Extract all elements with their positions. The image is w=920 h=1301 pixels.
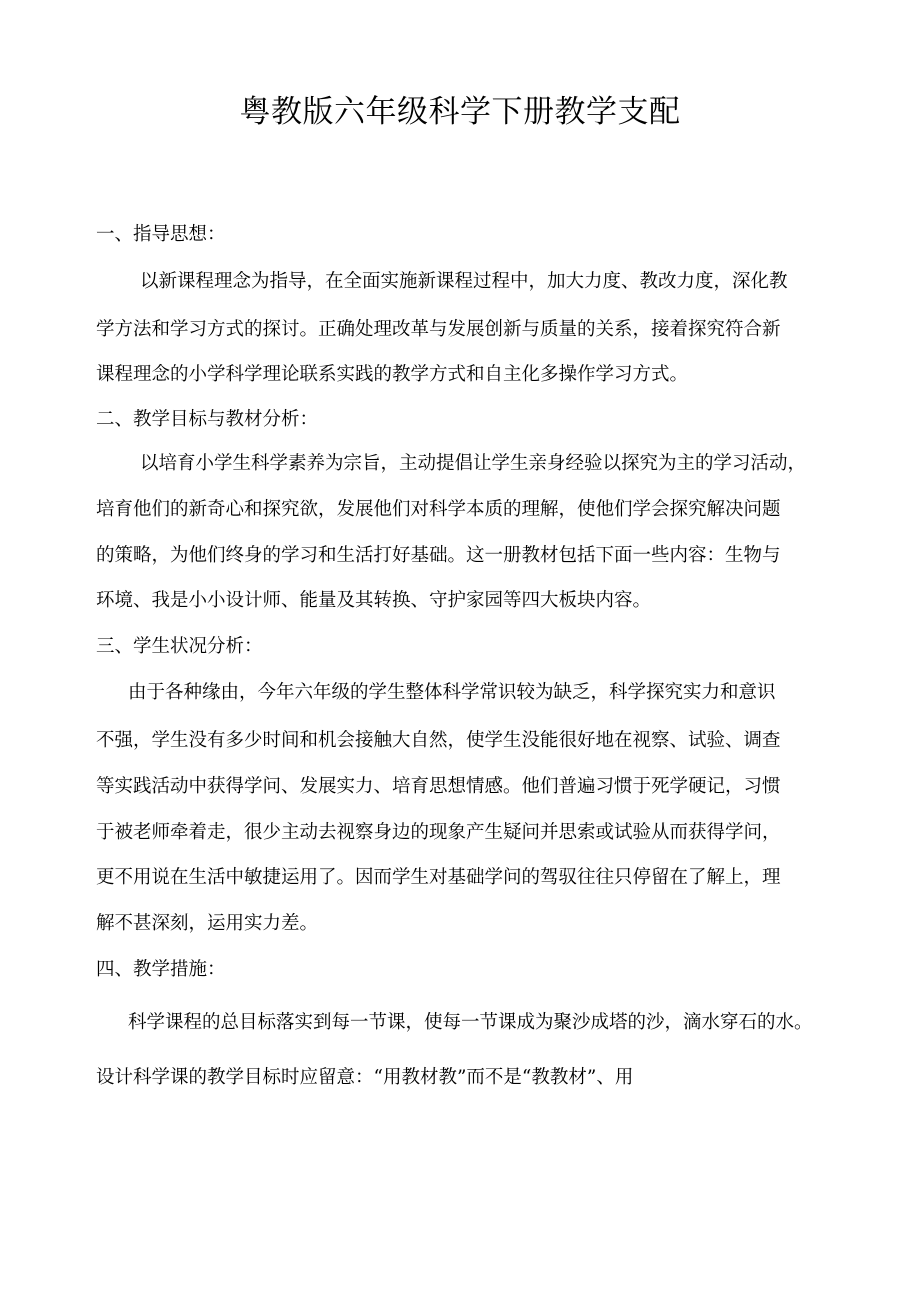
- paragraph-line: 设计科学课的教学目标时应留意：“用教材教”而不是“教教材”、用: [96, 1067, 634, 1088]
- paragraph-line: 由于各种缘由，今年六年级的学生整体科学常识较为缺乏，科学探究实力和意识: [128, 682, 776, 703]
- paragraph-line: 更不用说在生活中敏捷运用了。因而学生对基础学问的驾驭往往只停留在了解上，理: [96, 867, 781, 888]
- paragraph-line: 培育他们的新奇心和探究欲，发展他们对科学本质的理解，使他们学会探究解决问题: [96, 499, 781, 520]
- paragraph-line: 学方法和学习方式的探讨。正确处理改革与发展创新与质量的关系，接着探究符合新: [96, 319, 781, 340]
- section-heading-teaching-measures: 四、教学措施：: [96, 959, 226, 980]
- paragraph-line: 解不甚深刻，运用实力差。: [96, 913, 319, 934]
- paragraph-line: 科学课程的总目标落实到每一节课，使每一节课成为聚沙成塔的沙，滴水穿石的水。: [128, 1012, 813, 1033]
- section-heading-teaching-goals: 二、教学目标与教材分析：: [96, 409, 319, 430]
- document-title: 粤教版六年级科学下册教学支配: [239, 94, 681, 130]
- paragraph-line: 不强，学生没有多少时间和机会接触大自然，使学生没能很好地在视察、试验、调查: [96, 730, 781, 751]
- paragraph-line: 等实践活动中获得学问、发展实力、培育思想情感。他们普遍习惯于死学硬记，习惯: [96, 776, 781, 797]
- paragraph-line: 的策略，为他们终身的学习和生活打好基础。这一册教材包括下面一些内容：生物与: [96, 545, 781, 566]
- paragraph-line: 环境、我是小小设计师、能量及其转换、守护家园等四大板块内容。: [96, 590, 652, 611]
- paragraph-line: 以新课程理念为指导，在全面实施新课程过程中，加大力度、教改力度，深化教: [140, 271, 788, 292]
- section-heading-guiding-ideology: 一、指导思想：: [96, 224, 226, 245]
- paragraph-line: 课程理念的小学科学理论联系实践的教学方式和自主化多操作学习方式。: [96, 364, 689, 385]
- section-heading-student-analysis: 三、学生状况分析：: [96, 636, 263, 657]
- paragraph-line: 以培育小学生科学素养为宗旨，主动提倡让学生亲身经验以探究为主的学习活动，: [140, 453, 807, 474]
- paragraph-line: 于被老师牵着走，很少主动去视察身边的现象产生疑问并思索或试验从而获得学问，: [96, 822, 781, 843]
